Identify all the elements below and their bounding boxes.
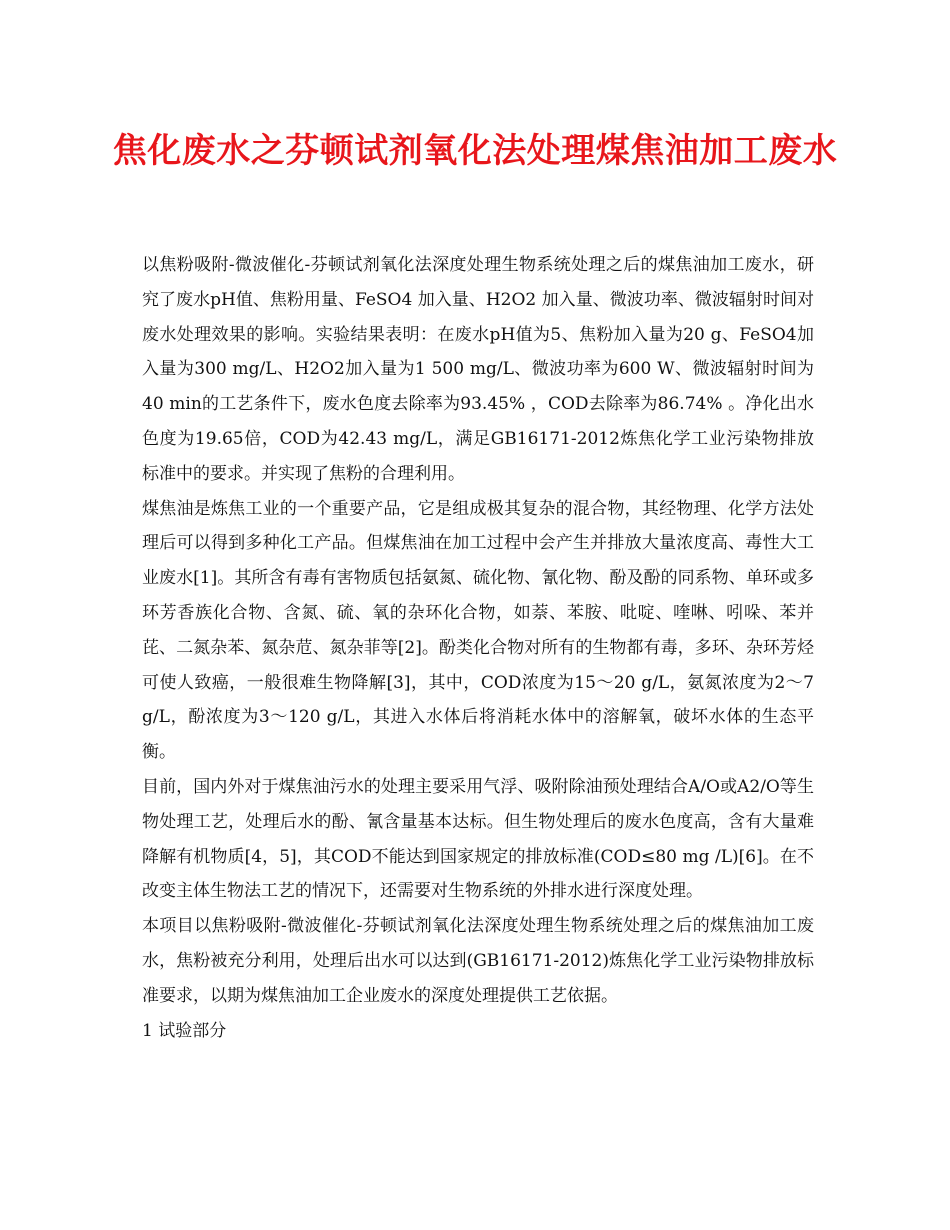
- document-body: [142, 248, 814, 1048]
- document-title: 焦化废水之芬顿试剂氧化法处理煤焦油加工废水: [112, 131, 838, 171]
- body-paragraph: 目前，国内外对于煤焦油污水的处理主要采用气浮、吸附除油预处理结合A/O或A2/O等生物处理工艺，处理后水的酚、氰含量基本达标。但生物处理后的废水色度高，含有大量难降解有机物质[4，5]，其COD不能达到国家规定的排放标准(COD≤80 mg /L)[6]。在不改变主体生物法工艺的情况下，还需要对生物系统的外排水进行深度处理。: [142, 776, 814, 902]
- abstract-paragraph: 以焦粉吸附-微波催化-芬顿试剂氧化法深度处理生物系统处理之后的煤焦油加工废水，研究了废水pH值、焦粉用量、FeSO4 加入量、H2O2 加入量、微波功率、微波辐射时间对废水处理效果的影响。实验结果表明：在废水pH值为5、焦粉加入量为20 g、FeSO4加入量为300 mg/L、H2O2加入量为1 500 mg/L、微波功率为600 W、微波辐射时间为40 min的工艺条件下，废水色度去除率为93.45% ，COD去除率为86.74% 。净化出水色度为19.65倍，COD为42.43 mg/L，满足GB16171-2012炼焦化学工业污染物排放标准中的要求。并实现了焦粉的合理利用。: [142, 255, 814, 484]
- section-heading: 1 试验部分: [142, 1020, 227, 1041]
- body-paragraph: 煤焦油是炼焦工业的一个重要产品，它是组成极其复杂的混合物，其经物理、化学方法处理后可以得到多种化工产品。但煤焦油在加工过程中会产生并排放大量浓度高、毒性大工业废水[1]。其所含有毒有害物质包括氨氮、硫化物、氰化物、酚及酚的同系物、单环或多环芳香族化合物、含氮、硫、氧的杂环化合物，如萘、苯胺、吡啶、喹啉、吲哚、苯并芘、二氮杂苯、氮杂苊、氮杂菲等[2]。酚类化合物对所有的生物都有毒，多环、杂环芳烃可使人致癌，一般很难生物降解[3]，其中，COD浓度为15～20 g/L，氨氮浓度为2～7 g/L，酚浓度为3～120 g/L，其进入水体后将消耗水体中的溶解氧，破坏水体的生态平衡。: [142, 498, 814, 763]
- body-paragraph: 本项目以焦粉吸附-微波催化-芬顿试剂氧化法深度处理生物系统处理之后的煤焦油加工废水，焦粉被充分利用，处理后出水可以达到(GB16171-2012)炼焦化学工业污染物排放标准要求，以期为煤焦油加工企业废水的深度处理提供工艺依据。: [142, 916, 814, 1006]
